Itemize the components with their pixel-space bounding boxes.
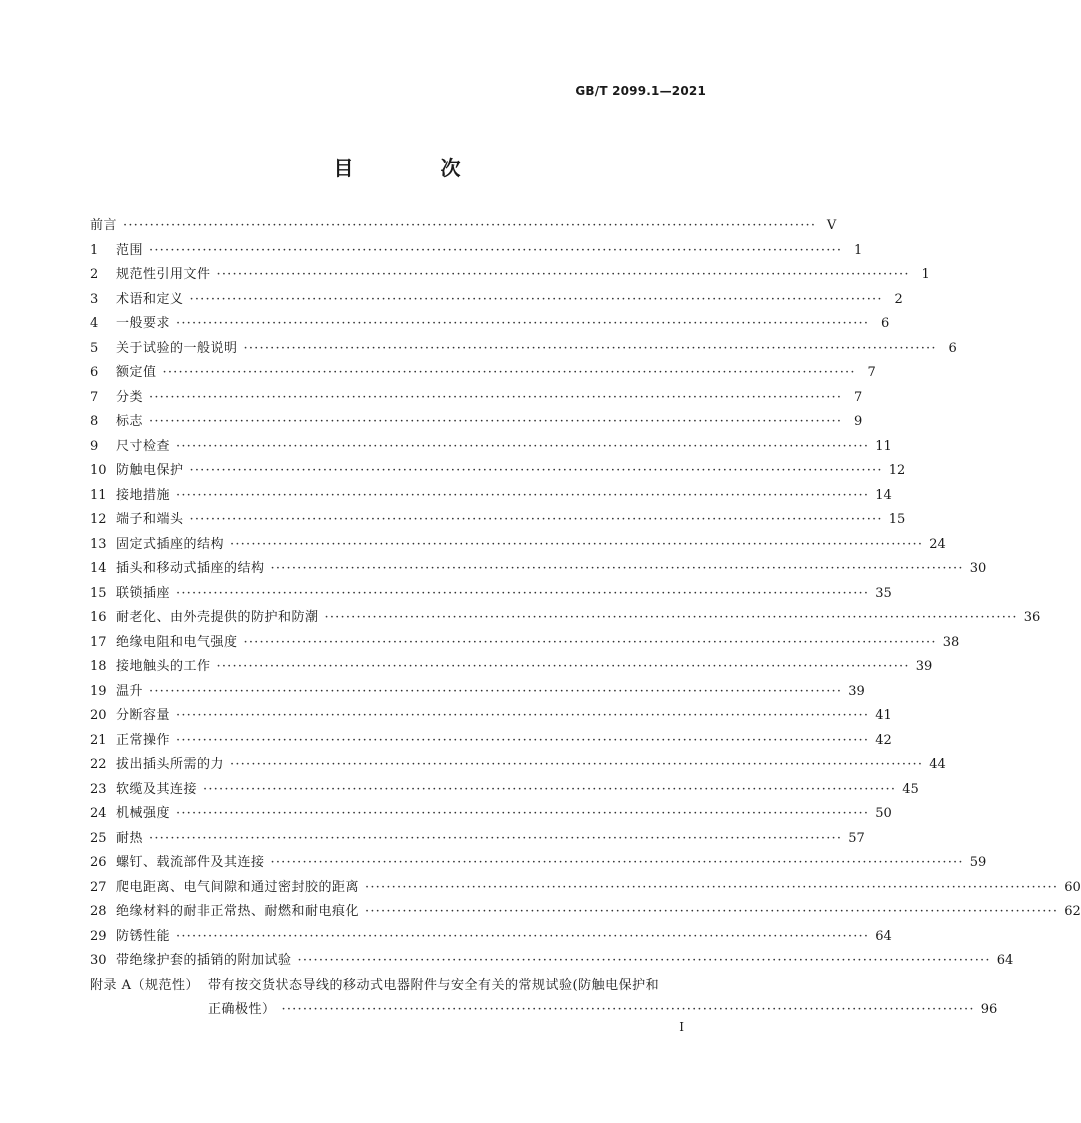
toc-entry-title: 范围: [116, 242, 144, 258]
dot-leader: ··································································································································: [324, 610, 1018, 625]
toc-entry-title: 机械强度: [116, 806, 171, 821]
toc-entry-title: 规范性引用文件: [116, 267, 211, 282]
toc-entry[interactable]: [90, 804, 892, 829]
toc-entry[interactable]: [90, 559, 987, 584]
dot-leader: ··································································································································: [216, 659, 910, 674]
toc-entry-number: 4: [90, 316, 99, 331]
toc-entry-page: 6: [880, 316, 890, 331]
dot-leader: ··································································································································: [162, 365, 856, 380]
toc-entry-page: 15: [888, 512, 906, 527]
toc-entry-page: 7: [853, 389, 863, 405]
toc-entry-page: 14: [875, 487, 892, 503]
toc-entry-title: 标志: [116, 414, 144, 429]
toc-entry-page: 2: [894, 291, 903, 307]
dot-leader: ··································································································································: [149, 830, 843, 846]
dot-leader: ··································································································································: [176, 732, 870, 748]
toc-entry[interactable]: [90, 437, 892, 462]
toc-entry-page: 64: [875, 928, 892, 944]
toc-entry[interactable]: [90, 486, 892, 511]
toc-entry-number: 11: [90, 487, 107, 503]
toc-entry-title: 软缆及其连接: [116, 781, 198, 797]
dot-leader: ··································································································································: [189, 512, 883, 527]
dot-leader: ··································································································································: [189, 463, 883, 478]
toc-entry-number: 15: [90, 585, 107, 601]
toc-entry[interactable]: [90, 265, 930, 290]
toc-annex-entry[interactable]: [90, 976, 706, 1001]
toc-entry-page: 60: [1064, 879, 1081, 895]
toc-entry[interactable]: [90, 780, 919, 805]
toc-entry-page: 36: [1023, 610, 1041, 625]
toc-entry-page: 57: [848, 830, 865, 846]
toc-entry-number: 23: [90, 781, 107, 797]
footer-page-number: I: [679, 1020, 684, 1034]
toc-entry-page: 12: [888, 463, 906, 478]
toc-entry-title: 一般要求: [116, 316, 171, 331]
annex-title-line2: 正确极性）: [208, 1002, 276, 1017]
toc-entry-page: 59: [969, 855, 987, 870]
toc-entry-number: 28: [90, 904, 107, 919]
toc-entry[interactable]: [90, 461, 906, 486]
toc-entry-page: 45: [902, 781, 919, 797]
toc-entry-page: 39: [848, 683, 865, 699]
toc-entry-page: V: [826, 218, 837, 233]
annex-label: 附录 A（规范性）: [90, 977, 200, 993]
dot-leader: ··································································································································: [189, 291, 883, 307]
toc-entry-title: 接地触头的工作: [116, 659, 211, 674]
toc-entry-title: 插头和移动式插座的结构: [116, 561, 265, 576]
toc-entry[interactable]: [90, 853, 987, 878]
toc-entry-page: 38: [942, 634, 960, 650]
toc-entry-number: 29: [90, 928, 107, 944]
page-title: 目 次: [333, 156, 501, 180]
toc-entry-title: 耐老化、由外壳提供的防护和防潮: [116, 610, 319, 625]
toc-entry-title: 接地措施: [116, 487, 171, 503]
toc-entry-page: 41: [875, 708, 892, 723]
toc-entry[interactable]: [90, 535, 946, 560]
toc-entry-page: 64: [996, 953, 1014, 968]
toc-entry[interactable]: [90, 657, 933, 682]
toc-entry-title: 额定值: [116, 365, 157, 380]
toc-entry[interactable]: [90, 339, 957, 364]
dot-leader: ··································································································································: [243, 634, 937, 650]
dot-leader: ··································································································································: [123, 218, 817, 233]
toc-entry-page: 24: [929, 536, 946, 552]
toc-entry-number: 14: [90, 561, 107, 576]
toc-entry-page: 44: [929, 757, 946, 772]
dot-leader: ··································································································································: [243, 340, 937, 356]
dot-leader: ··································································································································: [176, 928, 870, 944]
toc-entry[interactable]: [90, 951, 1014, 976]
toc-entry-number: 16: [90, 610, 107, 625]
toc-entry-number: 6: [90, 365, 99, 380]
toc-entry[interactable]: [90, 927, 892, 952]
annex-page: 96: [980, 1002, 998, 1017]
toc-entry-page: 9: [853, 414, 863, 429]
toc-entry[interactable]: [90, 608, 1041, 633]
toc-entry-number: 21: [90, 732, 107, 748]
toc-entry-number: 3: [90, 291, 99, 307]
toc-entry-title: 关于试验的一般说明: [116, 340, 238, 356]
toc-entry-page: 50: [875, 806, 892, 821]
toc-entry-page: 30: [969, 561, 987, 576]
toc-entry-title: 绝缘材料的耐非正常热、耐燃和耐电痕化: [116, 904, 360, 919]
toc-entry[interactable]: [90, 706, 892, 731]
toc-entry-number: 24: [90, 806, 107, 821]
toc-entry[interactable]: [90, 314, 890, 339]
toc-entry-title: 术语和定义: [116, 291, 184, 307]
toc-entry-number: 20: [90, 708, 107, 723]
dot-leader: ··································································································································: [230, 757, 924, 772]
standard-code: GB/T 2099.1—2021: [575, 84, 706, 98]
toc-entry[interactable]: [90, 731, 892, 756]
dot-leader: ··································································································································: [149, 242, 843, 258]
toc-entry[interactable]: [90, 829, 865, 854]
toc-entry-title: 绝缘电阻和电气强度: [116, 634, 238, 650]
toc-entry-number: 17: [90, 634, 107, 650]
toc-entry-title: 端子和端头: [116, 512, 184, 527]
toc-entry-page: 7: [867, 365, 876, 380]
toc-entry-page: 1: [921, 267, 930, 282]
toc-entry-title: 爬电距离、电气间隙和通过密封胶的距离: [116, 879, 360, 895]
dot-leader: ··································································································································: [365, 904, 1059, 919]
toc-entry-title: 螺钉、载流部件及其连接: [116, 855, 265, 870]
dot-leader: ··································································································································: [176, 438, 870, 454]
toc-entry-title: 拔出插头所需的力: [116, 757, 225, 772]
toc-entry-number: 2: [90, 267, 99, 282]
toc-entry-title: 温升: [116, 683, 144, 699]
toc-entry-page: 11: [875, 438, 892, 454]
toc-entry-number: 8: [90, 414, 99, 429]
toc-entry-number: 18: [90, 659, 107, 674]
toc-entry-title: 防触电保护: [116, 463, 184, 478]
toc-entry-title: 固定式插座的结构: [116, 536, 225, 552]
dot-leader: ··································································································································: [176, 487, 870, 503]
toc-entry[interactable]: [90, 363, 876, 388]
toc-entry-number: 5: [90, 340, 99, 356]
toc-entry-title: 耐热: [116, 830, 144, 846]
toc-entry-page: 42: [875, 732, 892, 748]
toc-entry-title: 联锁插座: [116, 585, 171, 601]
toc-entry-title: 分类: [116, 389, 144, 405]
toc-entry-number: 10: [90, 463, 107, 478]
toc-entry-page: 35: [875, 585, 892, 601]
toc-entry-title: 分断容量: [116, 708, 171, 723]
toc-entry-title: 尺寸检查: [116, 438, 171, 454]
toc-entry-page: 1: [853, 242, 863, 258]
toc-entry[interactable]: [90, 216, 837, 241]
toc-entry[interactable]: [90, 633, 960, 658]
toc-entry[interactable]: [90, 510, 906, 535]
toc-entry-number: 19: [90, 683, 107, 699]
toc-entry[interactable]: [90, 412, 863, 437]
table-of-contents: [90, 216, 1081, 1025]
toc-entry-number: 26: [90, 855, 107, 870]
dot-leader: ··································································································································: [176, 806, 870, 821]
dot-leader: ··································································································································: [230, 536, 924, 552]
toc-entry-number: 12: [90, 512, 107, 527]
toc-entry[interactable]: [90, 290, 903, 315]
toc-entry[interactable]: [90, 584, 892, 609]
toc-entry[interactable]: [90, 902, 1081, 927]
toc-entry[interactable]: [90, 878, 1081, 903]
toc-entry-number: 27: [90, 879, 107, 895]
toc-entry-number: 30: [90, 953, 107, 968]
annex-title-line1: 带有按交货状态导线的移动式电器附件与安全有关的常规试验(防触电保护和: [208, 977, 660, 993]
dot-leader: ··································································································································: [365, 879, 1059, 895]
toc-entry-number: 9: [90, 438, 99, 454]
dot-leader: ··································································································································: [176, 316, 870, 331]
toc-annex-entry-continued[interactable]: [90, 1000, 998, 1025]
dot-leader: ··································································································································: [149, 389, 843, 405]
toc-entry-title: 前言: [90, 218, 118, 233]
toc-entry-page: 62: [1064, 904, 1081, 919]
dot-leader: ··································································································································: [297, 953, 991, 968]
dot-leader: ··································································································································: [216, 267, 910, 282]
toc-entry-number: 25: [90, 830, 107, 846]
toc-entry[interactable]: [90, 682, 865, 707]
toc-entry-number: 13: [90, 536, 107, 552]
toc-entry-number: 22: [90, 757, 107, 772]
toc-entry-number: 7: [90, 389, 99, 405]
toc-entry-title: 带绝缘护套的插销的附加试验: [116, 953, 292, 968]
dot-leader: ··································································································································: [270, 561, 964, 576]
dot-leader: ··································································································································: [149, 683, 843, 699]
dot-leader: ··································································································································: [149, 414, 843, 429]
toc-entry-page: 39: [915, 659, 933, 674]
toc-entry-number: 1: [90, 242, 99, 258]
toc-entry[interactable]: [90, 241, 863, 266]
dot-leader: ··································································································································: [176, 585, 870, 601]
dot-leader: ··································································································································: [176, 708, 870, 723]
toc-entry[interactable]: [90, 388, 863, 413]
toc-entry-title: 正常操作: [116, 732, 171, 748]
dot-leader: ··································································································································: [203, 781, 897, 797]
toc-entry-page: 6: [948, 340, 957, 356]
dot-leader: ··································································································································: [281, 1002, 975, 1017]
toc-entry-title: 防锈性能: [116, 928, 171, 944]
toc-entry[interactable]: [90, 755, 946, 780]
dot-leader: ··································································································································: [270, 855, 964, 870]
